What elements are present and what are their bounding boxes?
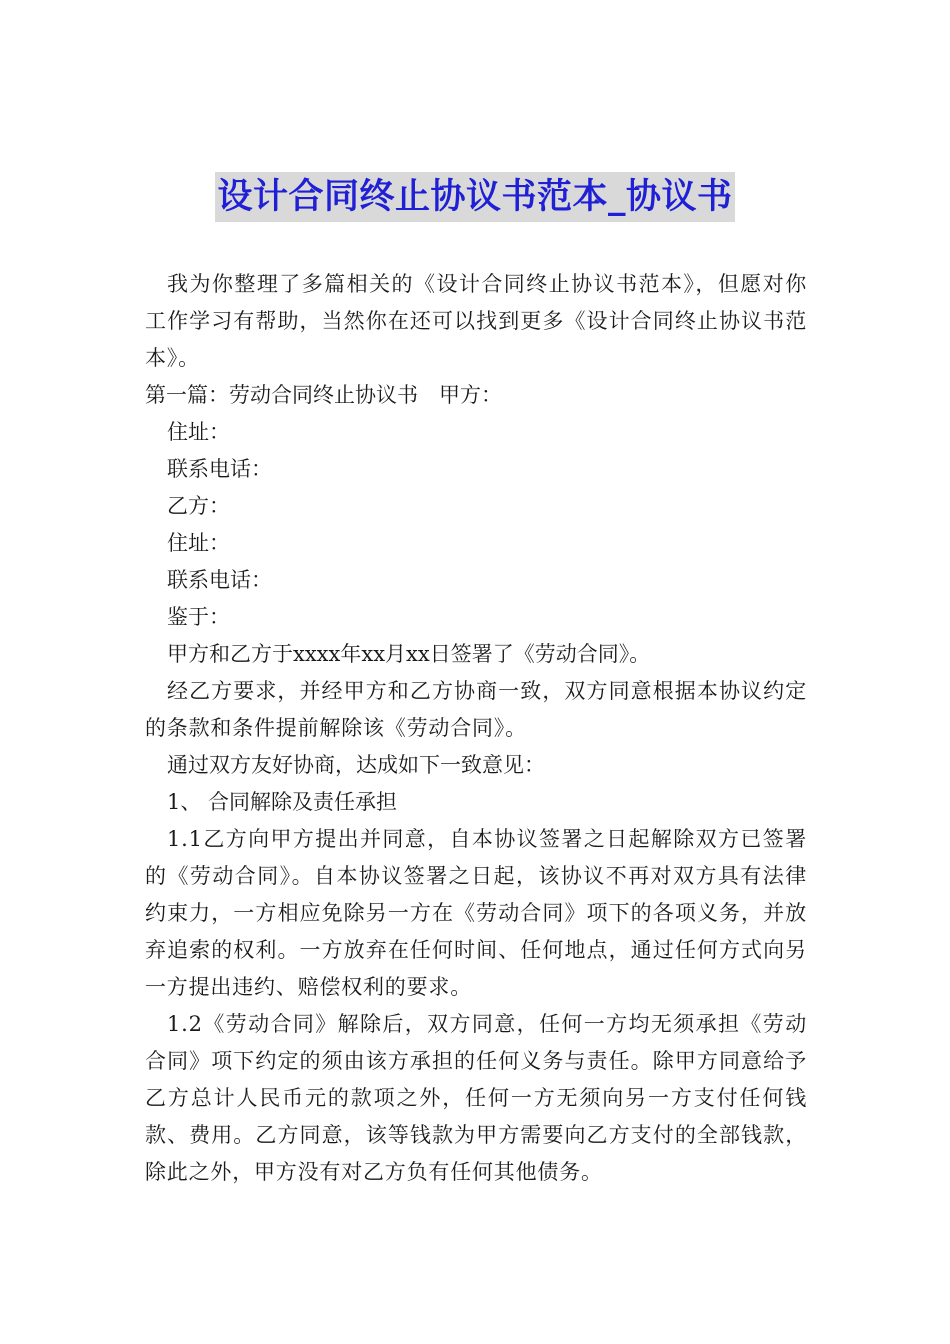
- clause-1-1: 1.1乙方向甲方提出并同意，自本协议签署之日起解除双方已签署的《劳动合同》。自本协议签署之日起，该协议不再对双方具有法律约束力，一方相应免除另一方在《劳动合同》项下的各项义务，并放弃追索的权利。一方放弃在任何时间、任何地点，通过任何方式向另一方提出违约、赔偿权利的要求。: [145, 827, 807, 999]
- party-b-label: 乙方：: [167, 494, 230, 518]
- whereas-label: 鉴于：: [167, 605, 230, 629]
- party-b-address: 住址：: [167, 531, 230, 555]
- agreement-paragraph: 经乙方要求，并经甲方和乙方协商一致，双方同意根据本协议约定的条款和条件提前解除该《劳动合同》。: [145, 679, 807, 740]
- party-b-phone: 联系电话：: [167, 568, 272, 592]
- document-body: [145, 266, 807, 1191]
- party-a-phone: 联系电话：: [167, 457, 272, 481]
- clause-1-2: 1.2《劳动合同》解除后，双方同意，任何一方均无须承担《劳动合同》项下约定的须由该方承担的任何义务与责任。除甲方同意给予乙方总计人民币元的款项之外，任何一方无须向另一方支付任何钱款、费用。乙方同意，该等钱款为甲方需要向乙方支付的全部钱款，除此之外，甲方没有对乙方负有任何其他债务。: [145, 1012, 807, 1184]
- clause-1-heading: 1、 合同解除及责任承担: [167, 790, 398, 814]
- consensus-paragraph: 通过双方友好协商，达成如下一致意见：: [167, 753, 545, 777]
- document-title: 设计合同终止协议书范本_协议书: [215, 172, 734, 222]
- title-container: [0, 172, 950, 222]
- signing-statement: 甲方和乙方于xxxx年xx月xx日签署了《劳动合同》。: [167, 642, 651, 666]
- section-heading: 第一篇：劳动合同终止协议书 甲方：: [145, 383, 502, 407]
- party-a-address: 住址：: [167, 420, 230, 444]
- intro-paragraph: 我为你整理了多篇相关的《设计合同终止协议书范本》，但愿对你工作学习有帮助，当然你在还可以找到更多《设计合同终止协议书范本》。: [145, 272, 807, 370]
